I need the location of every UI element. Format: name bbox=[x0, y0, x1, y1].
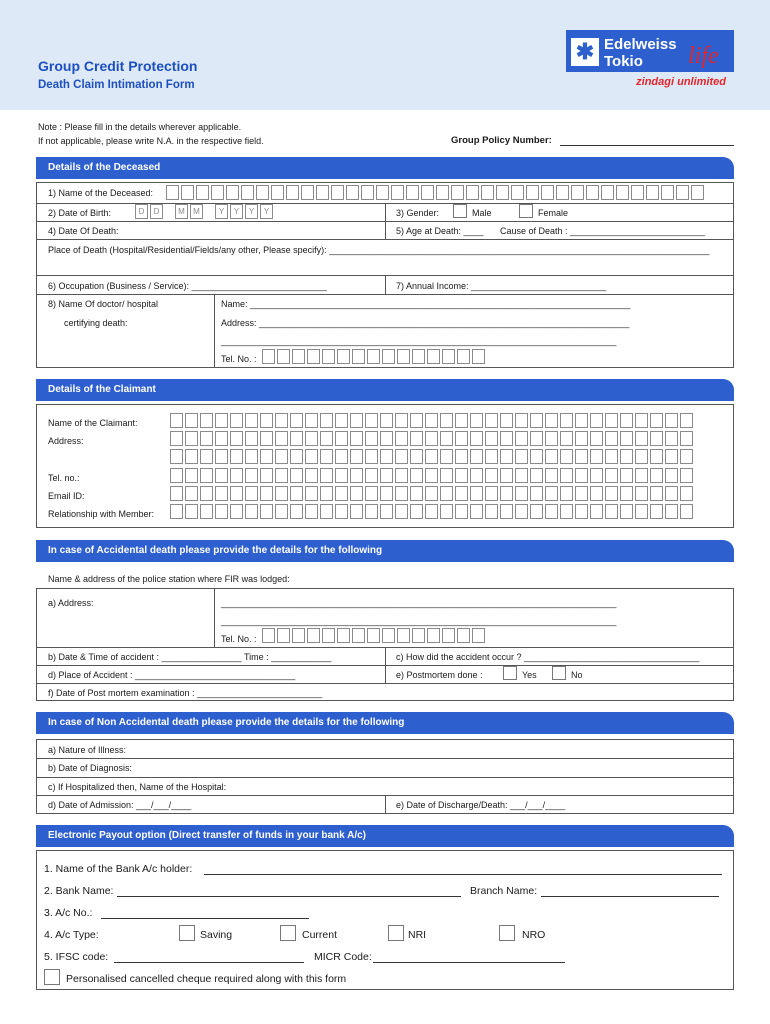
doctor-name-field[interactable]: Name: ____________________________________________________________________________ bbox=[221, 299, 631, 309]
male-label: Male bbox=[472, 208, 492, 218]
doctor-address-line2[interactable]: _______________________________________________________________________________ bbox=[221, 336, 617, 346]
place-of-death[interactable]: Place of Death (Hospital/Residential/Fields/any other, Please specify): ____________________________________________________________________________ bbox=[48, 245, 710, 255]
female-checkbox[interactable] bbox=[519, 204, 533, 218]
police-tel-label: Tel. No. : bbox=[221, 634, 257, 644]
hospital-name-label[interactable]: c) If Hospitalized then, Name of the Hospital: bbox=[48, 782, 227, 792]
bank-name-field[interactable] bbox=[117, 896, 461, 897]
micr-label: MICR Code: bbox=[314, 951, 372, 963]
postmortem-no-label: No bbox=[571, 670, 583, 680]
postmortem-yes-checkbox[interactable] bbox=[503, 666, 517, 680]
age-at-death[interactable]: 5) Age at Death: ____ bbox=[396, 226, 484, 236]
deceased-name-label: 1) Name of the Deceased: bbox=[48, 188, 154, 198]
note-line1: Note : Please fill in the details wherever applicable. bbox=[38, 122, 242, 132]
logo-line1: Edelweiss bbox=[604, 36, 677, 53]
male-checkbox[interactable] bbox=[453, 204, 467, 218]
illness-label[interactable]: a) Nature of Illness: bbox=[48, 745, 127, 755]
form-subtitle: Death Claim Intimation Form bbox=[38, 79, 195, 91]
claimant-address-cells-2[interactable] bbox=[170, 449, 693, 464]
doctor-address-field[interactable]: Address: __________________________________________________________________________ bbox=[221, 318, 630, 328]
account-number-field[interactable] bbox=[101, 918, 309, 919]
logo-tagline: zindagi unlimited bbox=[636, 76, 726, 88]
doctor-tel-label: Tel. No. : bbox=[221, 354, 257, 364]
branch-name-label: Branch Name: bbox=[470, 885, 538, 897]
non-accidental-section-header: In case of Non Accidental death please provide the details for the following bbox=[36, 712, 734, 734]
nro-label: NRO bbox=[522, 929, 546, 941]
company-logo bbox=[566, 30, 734, 88]
police-address-label: a) Address: bbox=[48, 598, 94, 608]
dob-label: 2) Date of Birth: bbox=[48, 208, 112, 218]
claimant-tel-label: Tel. no.: bbox=[48, 473, 80, 483]
claimant-name-label: Name of the Claimant: bbox=[48, 418, 138, 428]
claimant-tel-cells[interactable] bbox=[170, 468, 693, 483]
policy-number-field[interactable] bbox=[560, 145, 734, 146]
form-title: Group Credit Protection bbox=[38, 58, 198, 74]
svg-text:✱: ✱ bbox=[575, 39, 595, 64]
payout-section-header: Electronic Payout option (Direct transfer of funds in your bank A/c) bbox=[36, 825, 734, 847]
female-label: Female bbox=[538, 208, 569, 218]
nro-checkbox[interactable] bbox=[499, 925, 515, 941]
cheque-label: Personalised cancelled cheque required along with this form bbox=[66, 973, 347, 985]
occupation-field[interactable]: 6) Occupation (Business / Service): ___________________________ bbox=[48, 281, 327, 291]
logo-line2: Tokio bbox=[604, 53, 643, 70]
cause-of-death[interactable]: Cause of Death : ___________________________ bbox=[500, 226, 706, 236]
bank-name-label: 2. Bank Name: bbox=[44, 885, 114, 897]
current-label: Current bbox=[302, 929, 338, 941]
branch-name-field[interactable] bbox=[541, 896, 719, 897]
ifsc-field[interactable] bbox=[114, 962, 304, 963]
police-tel-cells[interactable] bbox=[262, 628, 485, 643]
claimant-address-label: Address: bbox=[48, 436, 84, 446]
logo-life: life bbox=[688, 43, 719, 69]
saving-checkbox[interactable] bbox=[179, 925, 195, 941]
police-address-line1[interactable]: _______________________________________________________________________________ bbox=[221, 598, 617, 608]
claimant-name-cells[interactable] bbox=[170, 413, 693, 428]
postmortem-label: e) Postmortem done : bbox=[396, 670, 483, 680]
nri-label: NRI bbox=[408, 929, 427, 941]
account-holder-field[interactable] bbox=[204, 874, 722, 875]
note-line2: If not applicable, please write N.A. in the respective field. bbox=[38, 136, 264, 146]
account-number-label: 3. A/c No.: bbox=[44, 907, 93, 919]
police-address-line2[interactable]: _______________________________________________________________________________ bbox=[221, 616, 617, 626]
accidental-section-header: In case of Accidental death please provide the details for the following bbox=[36, 540, 734, 562]
claimant-relationship-cells[interactable] bbox=[170, 504, 693, 519]
accident-date-time[interactable]: b) Date & Time of accident : ________________ Time : ____________ bbox=[48, 652, 332, 662]
gender-label: 3) Gender: bbox=[396, 208, 440, 218]
deceased-name-cells[interactable] bbox=[166, 185, 704, 200]
deceased-section-header: Details of the Deceased bbox=[36, 157, 734, 179]
admission-date[interactable]: d) Date of Admission: ___/___/____ bbox=[48, 800, 192, 810]
claimant-address-cells-1[interactable] bbox=[170, 431, 693, 446]
accident-place[interactable]: d) Place of Accident : ________________________________ bbox=[48, 670, 296, 680]
current-checkbox[interactable] bbox=[280, 925, 296, 941]
ifsc-label: 5. IFSC code: bbox=[44, 951, 109, 963]
policy-number-label: Group Policy Number: bbox=[451, 135, 552, 146]
accident-how[interactable]: c) How did the accident occur ? ___________________________________ bbox=[396, 652, 700, 662]
discharge-date[interactable]: e) Date of Discharge/Death: ___/___/____ bbox=[396, 800, 566, 810]
doctor-label-line2: certifying death: bbox=[64, 318, 128, 328]
saving-label: Saving bbox=[200, 929, 233, 941]
postmortem-date[interactable]: f) Date of Post mortem examination : _________________________ bbox=[48, 688, 323, 698]
fir-label: Name & address of the police station where FIR was lodged: bbox=[48, 574, 290, 584]
cheque-checkbox[interactable] bbox=[44, 969, 60, 985]
postmortem-yes-label: Yes bbox=[522, 670, 537, 680]
account-holder-label: 1. Name of the Bank A/c holder: bbox=[44, 863, 193, 875]
micr-field[interactable] bbox=[373, 962, 565, 963]
postmortem-no-checkbox[interactable] bbox=[552, 666, 566, 680]
claimant-relationship-label: Relationship with Member: bbox=[48, 509, 155, 519]
diagnosis-date-label[interactable]: b) Date of Diagnosis: bbox=[48, 763, 133, 773]
doctor-tel-cells[interactable] bbox=[262, 349, 485, 364]
doctor-label-line1: 8) Name Of doctor/ hospital bbox=[48, 299, 159, 309]
dob-cells[interactable]: D D M M Y Y Y Y bbox=[135, 204, 273, 219]
claimant-email-cells[interactable] bbox=[170, 486, 693, 501]
account-type-label: 4. A/c Type: bbox=[44, 929, 99, 941]
annual-income-field[interactable]: 7) Annual Income: ___________________________ bbox=[396, 281, 607, 291]
nri-checkbox[interactable] bbox=[388, 925, 404, 941]
dod-label: 4) Date Of Death: bbox=[48, 226, 119, 236]
claimant-section-header: Details of the Claimant bbox=[36, 379, 734, 401]
claimant-email-label: Email ID: bbox=[48, 491, 85, 501]
